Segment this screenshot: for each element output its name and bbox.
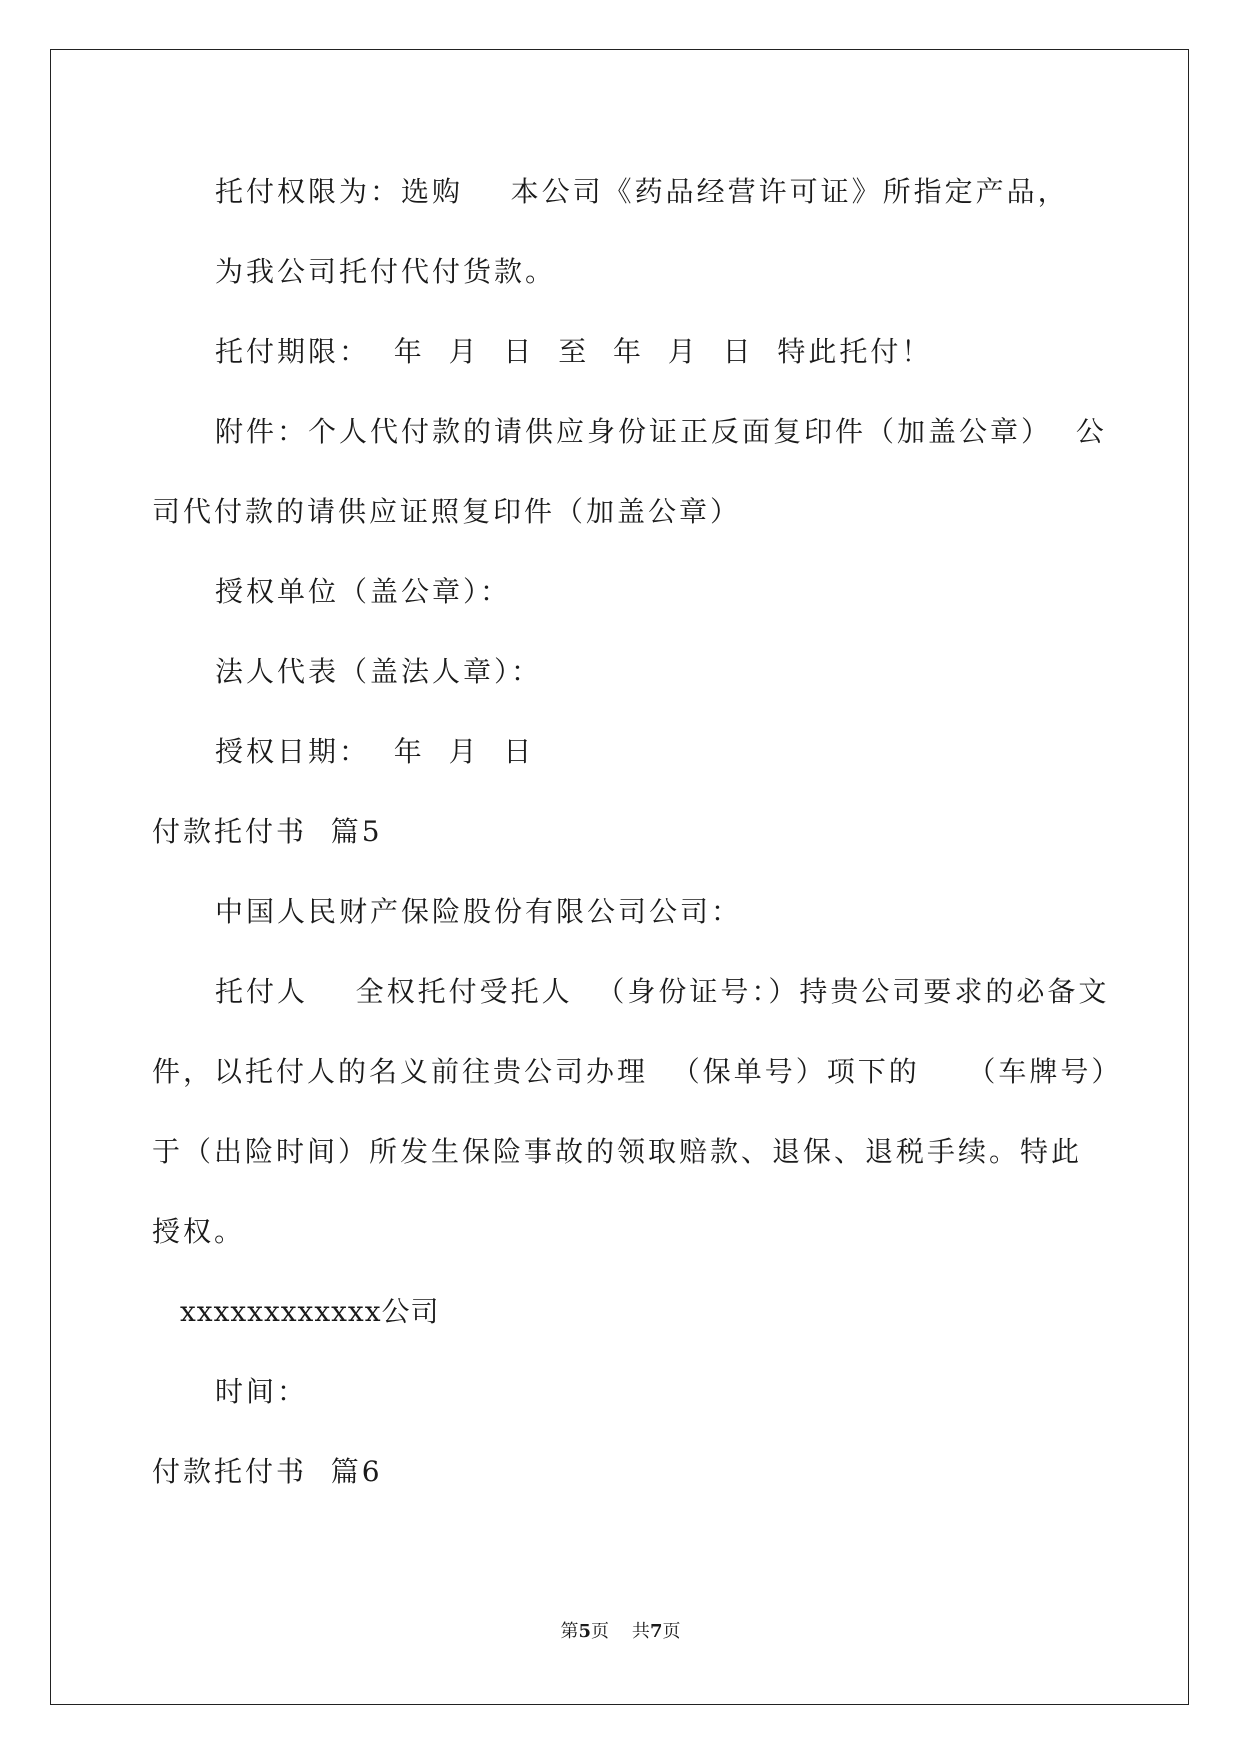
paragraph-payment-purpose: 为我公司托付代付货款。 — [215, 255, 557, 288]
company-name-line: xxxxxxxxxxxx公司 — [180, 1295, 440, 1328]
paragraph-authority-scope: 托付权限为：选购 本公司《药品经营许可证》所指定产品， — [215, 175, 1069, 208]
addressee-line: 中国人民财产保险股份有限公司公司： — [215, 895, 743, 928]
paragraph-delegation: 托付人 全权托付受托人 （身份证号：）持贵公司要求的必备文 — [215, 975, 1110, 1008]
paragraph-authority-period: 托付期限： 年 月 日 至 年 月 日 特此托付！ — [215, 335, 933, 368]
footer-mid: 页 共 — [591, 1621, 650, 1642]
page-footer — [0, 1620, 1241, 1644]
paragraph-delegation-continued-2: 于（出险时间）所发生保险事故的领取赔款、退保、退税手续。特此 — [152, 1135, 1083, 1168]
paragraph-delegation-continued-1: 件，以托付人的名义前往贵公司办理 （保单号）项下的 （车牌号） — [152, 1055, 1123, 1088]
footer-suffix: 页 — [662, 1621, 681, 1642]
section-heading-6: 付款托付书 篇6 — [152, 1455, 383, 1488]
legal-representative-line: 法人代表（盖法人章）： — [215, 655, 543, 688]
paragraph-attachments-continued: 司代付款的请供应证照复印件（加盖公章） — [152, 495, 742, 528]
total-pages-number: 7 — [649, 1621, 663, 1642]
paragraph-delegation-continued-3: 授权。 — [152, 1215, 246, 1248]
authorizing-unit-line: 授权单位（盖公章）： — [215, 575, 512, 608]
section-heading-5: 付款托付书 篇5 — [152, 815, 383, 848]
paragraph-attachments: 附件：个人代付款的请供应身份证正反面复印件（加盖公章） 公 — [215, 415, 1107, 448]
time-line: 时间： — [215, 1375, 309, 1408]
footer-prefix: 第 — [560, 1621, 579, 1642]
current-page-number: 5 — [578, 1621, 592, 1642]
authorization-date-line: 授权日期： 年 月 日 — [215, 735, 535, 768]
